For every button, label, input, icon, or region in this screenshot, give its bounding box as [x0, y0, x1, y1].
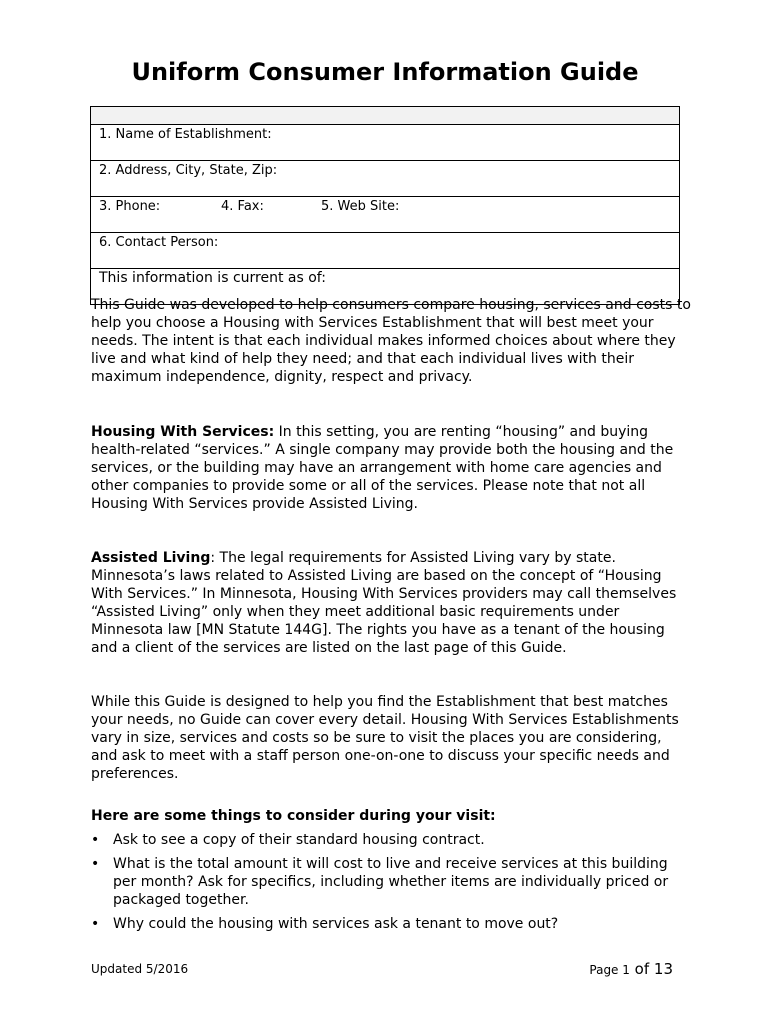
name-of-establishment-label: 1. Name of Establishment:	[99, 127, 272, 142]
bullet-icon: •	[91, 832, 100, 848]
address-label: 2. Address, City, State, Zip:	[99, 163, 278, 178]
table-row	[91, 125, 680, 161]
page-current: 1	[622, 963, 630, 977]
page-number	[589, 960, 673, 978]
housing-with-services-text: In this setting, you are renting “housing” and buying health-related “services.” A single company may provide both the housing and the services, or the building may have an arrangement with home care agencies and other companies to provide some or all of the services. Please note that not all Housing With Services provide Assisted Living.	[91, 424, 674, 512]
bullet-icon: •	[91, 916, 100, 932]
table-header-row	[91, 107, 680, 125]
name-of-establishment-cell	[91, 125, 680, 161]
contact-person-cell	[91, 233, 680, 269]
page-title: Uniform Consumer Information Guide	[131, 58, 639, 86]
table-header-cell	[91, 107, 680, 125]
website-label: 5. Web Site:	[321, 199, 400, 214]
intro-paragraph: This Guide was developed to help consumers compare housing, services and costs to help you choose a Housing with Services Establishment that will best meet your needs. The intent is that each individual makes informed choices about where they live and what kind of help they need; and that each individual lives with their maximum independence, dignity, respect and privacy.	[91, 297, 691, 385]
page-prefix: Page	[589, 963, 623, 977]
housing-with-services-paragraph	[91, 423, 691, 513]
address-cell	[91, 161, 680, 197]
assisted-living-heading: Assisted Living	[91, 550, 211, 566]
list-item	[91, 831, 691, 849]
fax-label: 4. Fax:	[221, 199, 264, 214]
assisted-living-paragraph	[91, 549, 691, 657]
list-item	[91, 855, 691, 909]
list-item	[91, 915, 691, 933]
list-item-text: Ask to see a copy of their standard housing contract.	[113, 832, 485, 848]
contact-numbers-cell	[91, 197, 680, 233]
current-as-of-label: This information is current as of:	[99, 270, 326, 286]
while-paragraph: While this Guide is designed to help you find the Establishment that best matches your needs, no Guide can cover every detail. Housing With Services Establishments vary in size, services and costs so be sure to visit the places you are considering, and ask to meet with a staff person one-on-one to discuss your specific needs and preferences.	[91, 694, 679, 782]
housing-with-services-heading: Housing With Services:	[91, 424, 275, 440]
assisted-living-text: : The legal requirements for Assisted Living vary by state. Minnesota’s laws related to Assisted Living are based on the concept of “Housing With Services.” In Minnesota, Housing With Services providers may call themselves “Assisted Living” only when they meet additional basic requirements under Minnesota law [MN Statute 144G]. The rights you have as a tenant of the housing and a client of the services are listed on the last page of this Guide.	[91, 550, 677, 656]
updated-date: Updated 5/2016	[91, 962, 189, 976]
page-total: of 13	[629, 960, 673, 978]
table-row	[91, 233, 680, 269]
establishment-info-table	[90, 106, 680, 305]
list-item-text: What is the total amount it will cost to live and receive services at this building per month? Ask for specifics, including whether items are individually priced or packaged together.	[113, 856, 669, 908]
consider-heading: Here are some things to consider during your visit:	[91, 808, 496, 824]
bullet-icon: •	[91, 856, 100, 872]
table-row	[91, 161, 680, 197]
list-item-text: Why could the housing with services ask a tenant to move out?	[113, 916, 559, 932]
table-row	[91, 197, 680, 233]
contact-person-label: 6. Contact Person:	[99, 235, 219, 250]
phone-label: 3. Phone:	[99, 199, 161, 214]
consider-list	[91, 831, 691, 939]
